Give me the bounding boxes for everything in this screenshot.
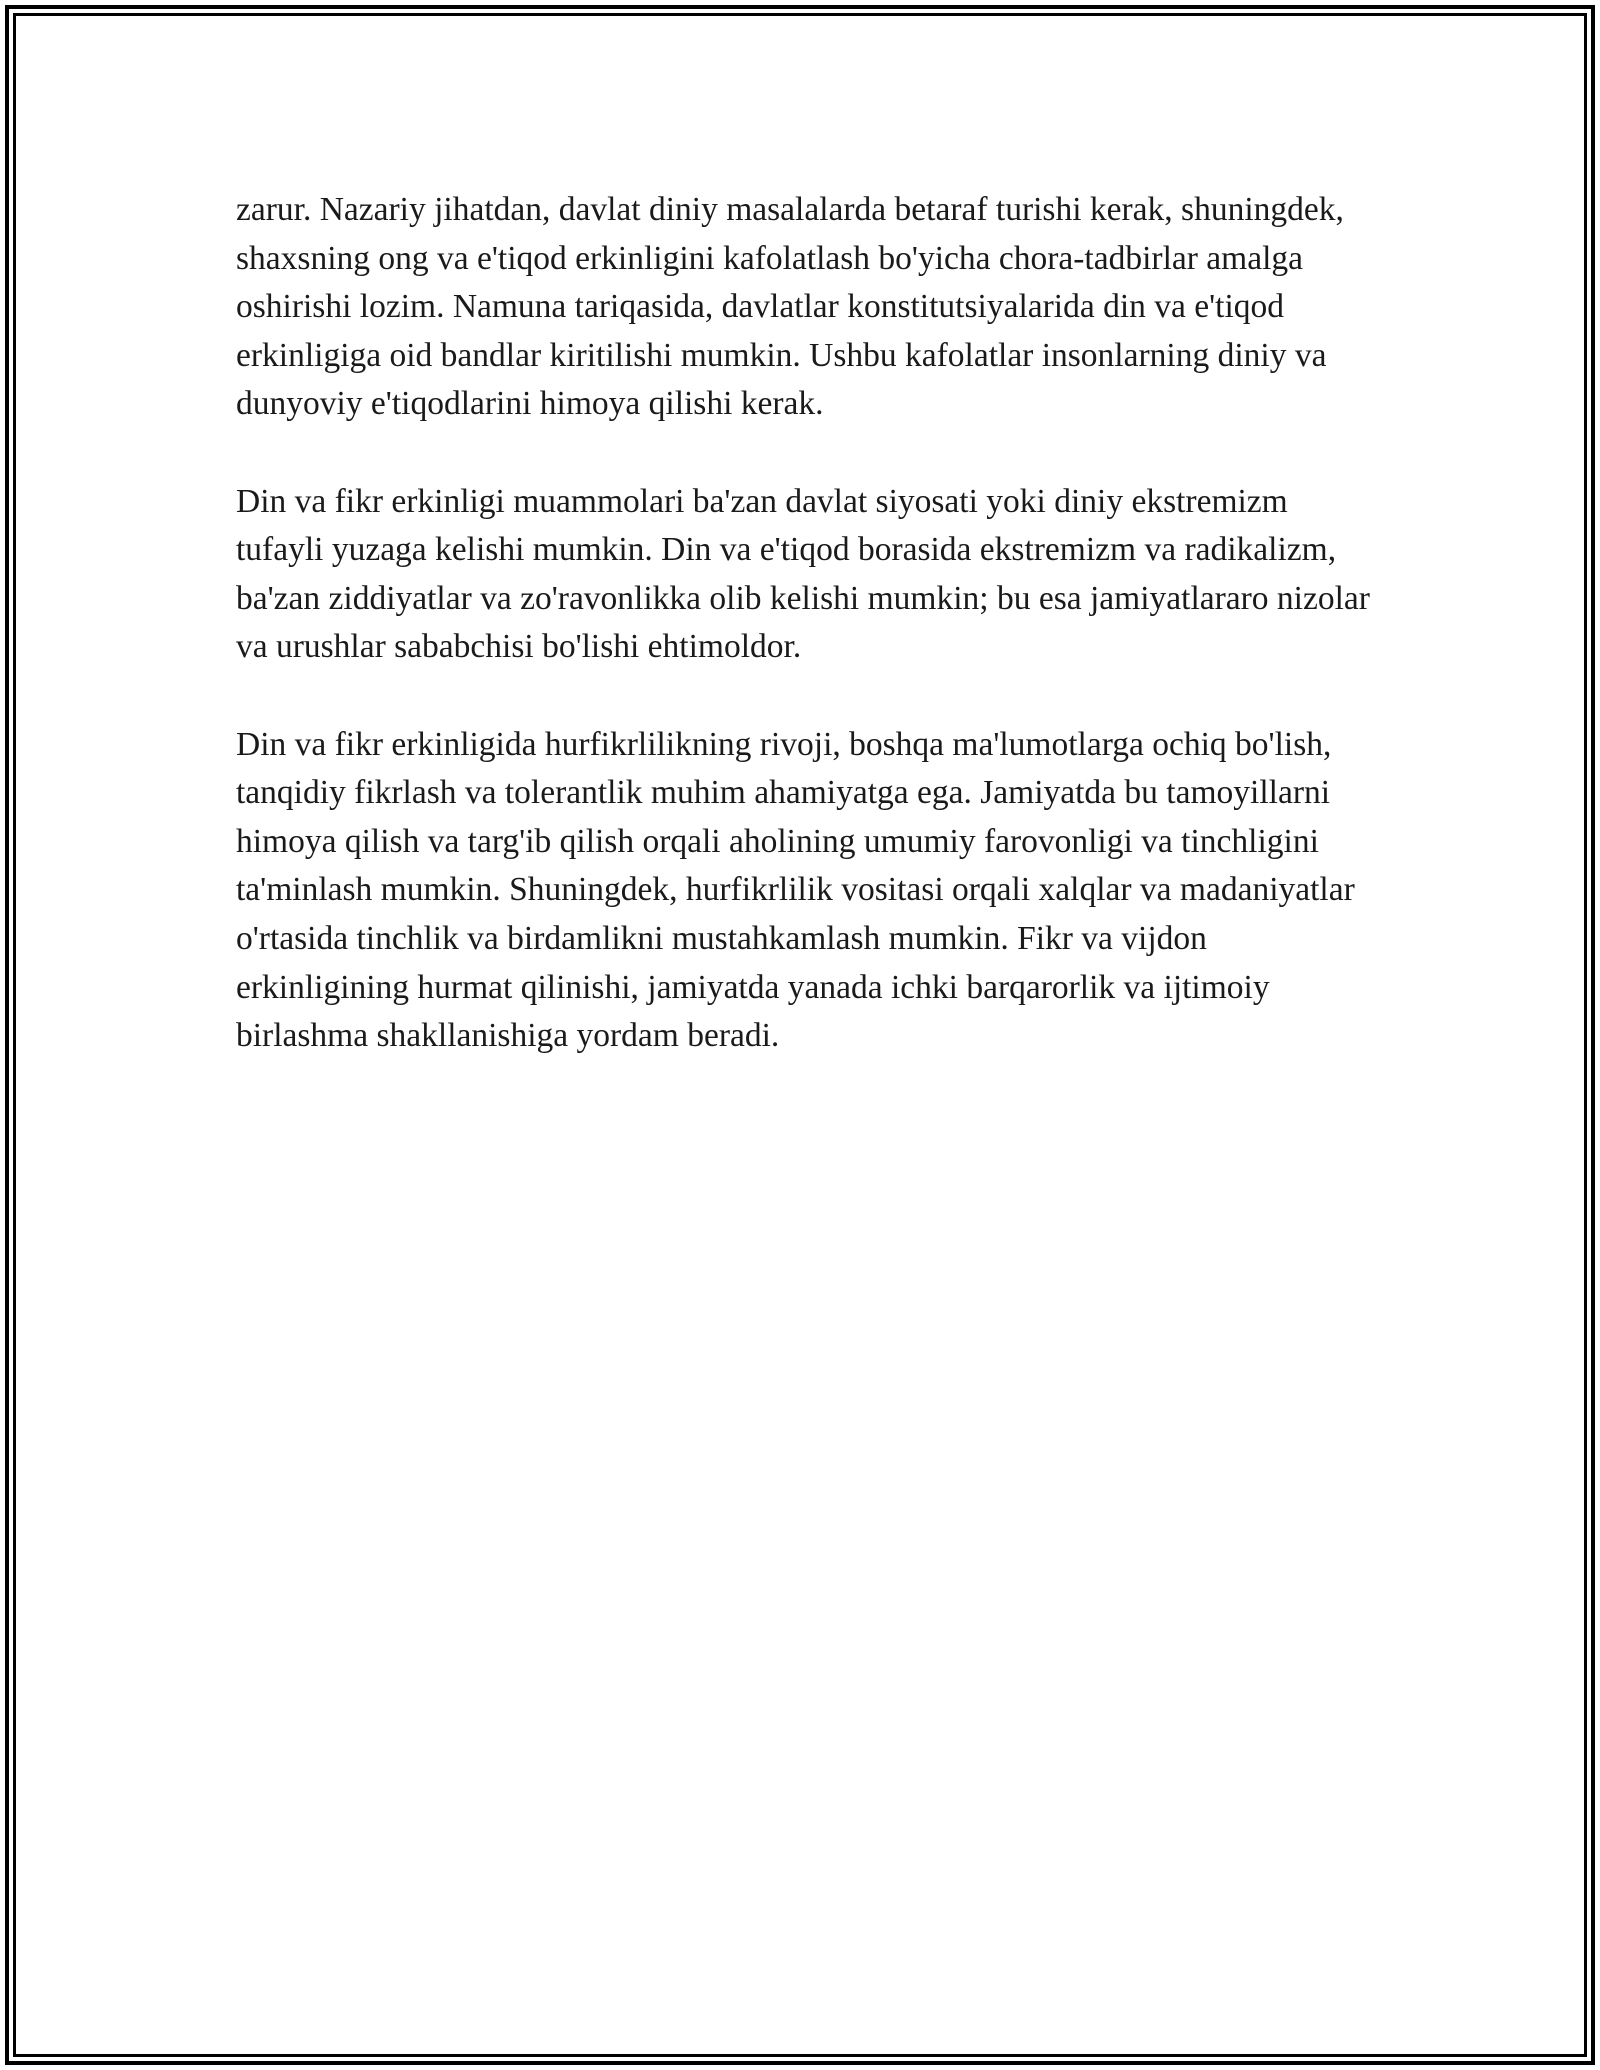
document-body <box>236 186 1376 1061</box>
paragraph-3: Din va fikr erkinligida hurfikrlilikning rivoji, boshqa ma'lumotlarga ochiq bo'lish, tanqidiy fikrlash va tolerantlik muhim ahamiyatga ega. Jamiyatda bu tamoyillarni himoya qilish va targ'ib qilish orqali aholining umumiy farovonligi va tinchligini ta'minlash mumkin. Shuningdek, hurfikrlilik vositasi orqali xalqlar va madaniyatlar o'rtasida tinchlik va birdamlikni mustahkamlash mumkin. Fikr va vijdon erkinligining hurmat qilinishi, jamiyatda yanada ichki barqarorlik va ijtimoiy birlashma shakllanishiga yordam beradi. <box>236 725 1355 1055</box>
paragraph-2: Din va fikr erkinligi muammolari ba'zan davlat siyosati yoki diniy ekstremizm tufayli yuzaga kelishi mumkin. Din va e'tiqod borasida ekstremizm va radikalizm, ba'zan ziddiyatlar va zo'ravonlikka olib kelishi mumkin; bu esa jamiyatlararo nizolar va urushlar sababchisi bo'lishi ehtimoldor. <box>236 482 1370 666</box>
paragraph-1: zarur. Nazariy jihatdan, davlat diniy masalalarda betaraf turishi kerak, shuningdek, shaxsning ong va e'tiqod erkinligini kafolatlash bo'yicha chora-tadbirlar amalga oshirishi lozim. Namuna tariqasida, davlatlar konstitutsiyalarida din va e'tiqod erkinligiga oid bandlar kiritilishi mumkin. Ushbu kafolatlar insonlarning diniy va dunyoviy e'tiqodlarini himoya qilishi kerak. <box>236 191 1344 423</box>
